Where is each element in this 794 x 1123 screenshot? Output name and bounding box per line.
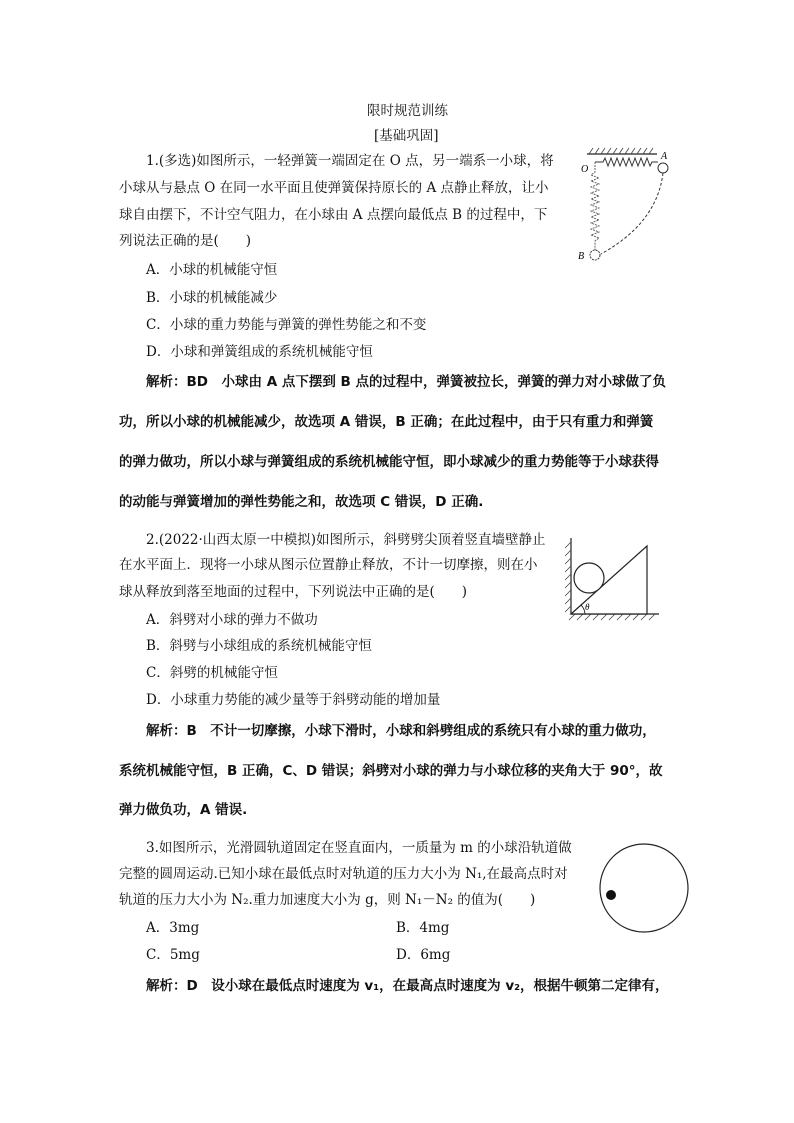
- q1-solution-line: 的动能与弹簧增加的弹性势能之和，故选项 C 错误，D 正确.: [119, 494, 484, 510]
- circular-track-figure: [598, 842, 698, 942]
- q2-option-c: C．斜劈的机械能守恒: [146, 665, 278, 681]
- spring-pendulum-figure: [575, 148, 685, 268]
- q3-stem-line: 完整的圆周运动.已知小球在最低点时对轨道的压力大小为 N₁,在最高点时对: [119, 866, 568, 882]
- q1-option-b: B．小球的机械能减少: [146, 290, 278, 306]
- q3-solution-line: 解析：D 设小球在最低点时速度为 v₁，在最高点时速度为 v₂，根据牛顿第二定律有，: [146, 978, 669, 994]
- q1-option-d: D．小球和弹簧组成的系统机械能守恒: [146, 344, 373, 360]
- q1-solution-line: 解析：BD 小球由 A 点下摆到 B 点的过程中，弹簧被拉长，弹簧的弹力对小球做了负: [146, 374, 667, 390]
- q3-option-b: B．4mg: [396, 920, 450, 936]
- q1-solution-line: 的弹力做功，所以小球与弹簧组成的系统机械能守恒，即小球减少的重力势能等于小球获得: [119, 454, 659, 470]
- label-b: B: [578, 251, 585, 262]
- label-theta: θ: [585, 602, 590, 612]
- q1-solution-line: 功，所以小球的机械能减少，故选项 A 错误，B 正确；在此过程中，由于只有重力和弹簧: [119, 414, 654, 430]
- q2-option-d: D．小球重力势能的减少量等于斜劈动能的增加量: [146, 692, 441, 708]
- q1-stem-line: 球自由摆下，不计空气阻力，在小球由 A 点摆向最低点 B 的过程中，下: [119, 207, 548, 223]
- q3-stem-line: 3.如图所示，光滑圆轨道固定在竖直面内，一质量为 m 的小球沿轨道做: [146, 840, 572, 856]
- q2-stem-line: 2.(2022·山西太原一中模拟)如图所示，斜劈劈尖顶着竖直墙壁静止: [146, 532, 546, 548]
- q2-solution-line: 系统机械能守恒，B 正确，C、D 错误；斜劈对小球的弹力与小球位移的夹角大于 90°，故: [119, 763, 663, 779]
- q2-option-b: B．斜劈与小球组成的系统机械能守恒: [146, 638, 372, 654]
- q3-option-c: C．5mg: [146, 947, 200, 963]
- q1-option-a: A．小球的机械能守恒: [146, 262, 278, 278]
- q2-stem-line: 在水平面上．现将一小球从图示位置静止释放，不计一切摩擦，则在小: [119, 557, 538, 573]
- page-title: 限时规范训练: [367, 103, 448, 119]
- q3-stem-line: 轨道的压力大小为 N₂.重力加速度大小为 g，则 N₁－N₂ 的值为( ): [119, 892, 536, 908]
- wedge-figure: [563, 538, 663, 628]
- q2-solution-line: 弹力做负功，A 错误.: [119, 802, 248, 818]
- q1-stem-line: 1.(多选)如图所示，一轻弹簧一端固定在 O 点，另一端系一小球，将: [146, 153, 554, 169]
- q1-stem-line: 小球从与悬点 O 在同一水平面且使弹簧保持原长的 A 点静止释放，让小: [119, 180, 549, 196]
- q3-option-a: A．3mg: [146, 920, 200, 936]
- label-a: A: [661, 151, 668, 162]
- section-heading: [基础巩固]: [374, 128, 439, 144]
- q3-option-d: D．6mg: [396, 947, 451, 963]
- q2-stem-line: 球从释放到落至地面的过程中，下列说法中正确的是( ): [119, 584, 468, 600]
- q1-option-c: C．小球的重力势能与弹簧的弹性势能之和不变: [146, 317, 427, 333]
- q1-stem-line: 列说法正确的是( ): [119, 233, 252, 249]
- label-o: O: [581, 164, 589, 175]
- q2-solution-line: 解析：B 不计一切摩擦，小球下滑时，小球和斜劈组成的系统只有小球的重力做功，: [146, 723, 656, 739]
- q2-option-a: A．斜劈对小球的弹力不做功: [146, 612, 318, 628]
